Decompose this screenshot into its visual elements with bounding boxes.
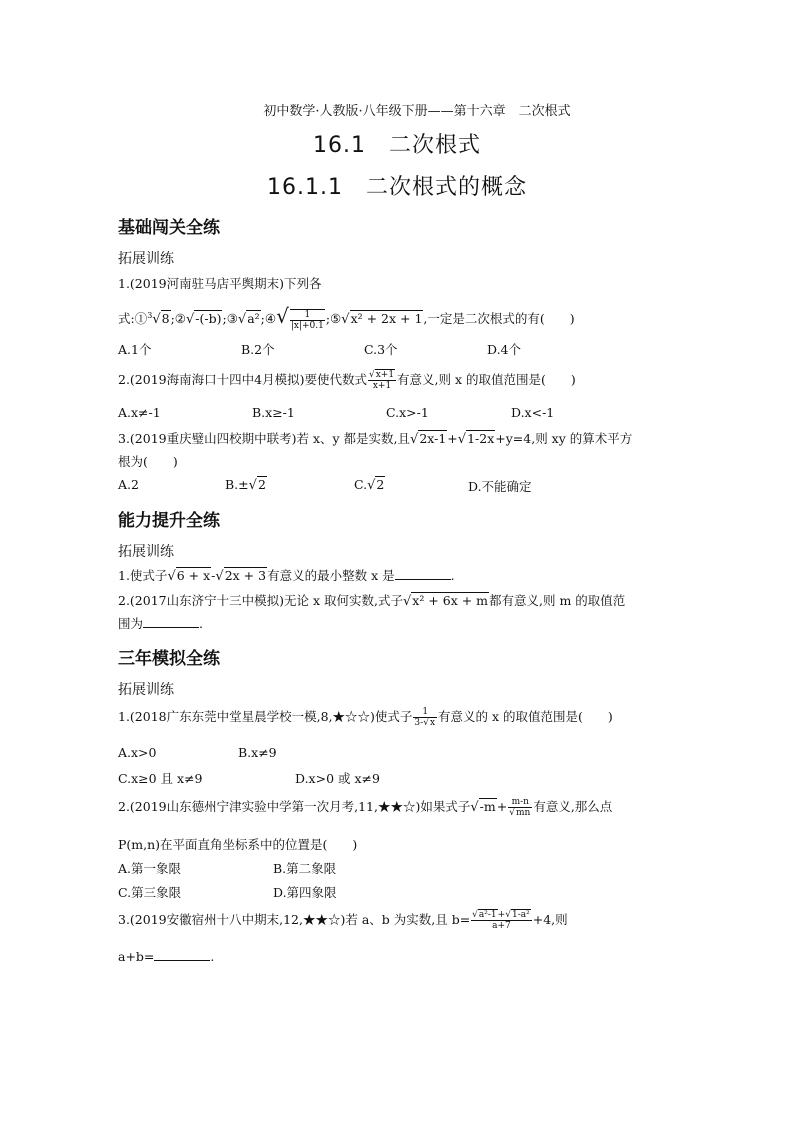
section-subheading-ability: 拓展训练 bbox=[118, 544, 174, 560]
q1-option-c: C.3个 bbox=[364, 342, 398, 357]
radical-icon: √ bbox=[237, 312, 247, 327]
t1-option-b: B.x≠9 bbox=[238, 745, 277, 760]
radical-icon: √ bbox=[410, 432, 419, 447]
radical-icon: √ bbox=[152, 312, 161, 327]
t2-post: 有意义,那么点 bbox=[533, 799, 613, 814]
t3-num-radicand-2: 1-a² bbox=[511, 910, 530, 920]
q1-prefix: 式:① bbox=[118, 311, 148, 326]
t2-option-c: C.第三象限 bbox=[118, 885, 182, 900]
q3-option-a: A.2 bbox=[118, 477, 139, 492]
q2-denominator: x+1 bbox=[372, 381, 392, 391]
t2-radicand: -m bbox=[479, 799, 496, 814]
q1-option-b: B.2个 bbox=[241, 342, 275, 357]
section-heading-basic: 基础闯关全练 bbox=[118, 218, 220, 238]
q2-numerator bbox=[368, 370, 396, 381]
p1-end: . bbox=[450, 568, 455, 583]
t3-line2: a+b= bbox=[118, 949, 155, 964]
t3-num-radicand-1: a²-1 bbox=[478, 910, 497, 920]
section-subheading-mock: 拓展训练 bbox=[118, 682, 174, 698]
t2-numerator: m-n bbox=[508, 797, 532, 808]
t2-option-d: D.第四象限 bbox=[273, 885, 337, 900]
q2-option-a: A.x≠-1 bbox=[118, 405, 161, 420]
question-3-line-1 bbox=[118, 429, 632, 447]
section-title: 16.1 二次根式 bbox=[313, 133, 481, 158]
q1-sep2: ;② bbox=[170, 311, 186, 326]
t1-option-d: D.x>0 或 x≠9 bbox=[295, 771, 380, 786]
radical-icon: √ bbox=[367, 478, 376, 493]
t3-end: . bbox=[210, 949, 215, 964]
p1-radicand-1: 6 + x bbox=[176, 568, 211, 583]
mock-question-2-line-1 bbox=[118, 797, 612, 818]
t2-denominator bbox=[508, 808, 532, 818]
q2-option-b: B.x≥-1 bbox=[252, 405, 295, 420]
t3-numerator bbox=[471, 910, 532, 921]
q2-option-c: C.x>-1 bbox=[386, 405, 429, 420]
radical-icon: √ bbox=[509, 808, 515, 818]
q1-sep3: ;③ bbox=[222, 311, 238, 326]
q2-pre: 2.(2019海南海口十四中4月模拟)要使代数式 bbox=[118, 372, 367, 387]
t3-num-plus: + bbox=[497, 910, 506, 920]
mock-question-1 bbox=[118, 707, 613, 728]
t2-option-a: A.第一象限 bbox=[118, 861, 182, 876]
q3-option-b-label: B.± bbox=[225, 477, 249, 492]
q1-option-a: A.1个 bbox=[118, 342, 152, 357]
t3-post: +4,则 bbox=[532, 912, 568, 927]
t2-pre: 2.(2019山东德州宁津实验中学第一次月考,11,★★☆)如果式子 bbox=[118, 799, 471, 814]
q3-pre: 3.(2019重庆璧山四校期中联考)若 x、y 都是实数,且 bbox=[118, 431, 411, 446]
q1-expr4-fraction bbox=[290, 309, 325, 331]
p2-radicand: x² + 6x + m bbox=[412, 593, 489, 608]
mock-question-2-line-2: P(m,n)在平面直角坐标系中的位置是( ) bbox=[118, 837, 358, 852]
section-subheading-basic: 拓展训练 bbox=[118, 251, 174, 267]
t1-option-c: C.x≥0 且 x≠9 bbox=[118, 771, 203, 786]
q1-expr1-index: 3 bbox=[147, 310, 153, 320]
q3-option-d: D.不能确定 bbox=[468, 479, 532, 494]
p1-pre: 1.使式子 bbox=[118, 568, 168, 583]
ability-question-1 bbox=[118, 566, 455, 584]
question-2 bbox=[118, 370, 576, 391]
radical-icon: √ bbox=[457, 432, 467, 447]
q3-option-c bbox=[354, 477, 385, 493]
t1-post: 有意义的 x 的取值范围是( ) bbox=[438, 709, 613, 724]
mock-question-3-line-2 bbox=[118, 949, 214, 964]
q3-option-b-radicand: 2 bbox=[257, 477, 266, 492]
radical-icon: √ bbox=[470, 800, 479, 815]
t2-plus: + bbox=[496, 799, 508, 814]
q3-radicand-2: 1-2x bbox=[467, 431, 495, 446]
t2-den-radicand: mn bbox=[515, 808, 531, 818]
question-3-line-2: 根为( ) bbox=[118, 454, 178, 469]
radical-icon: √ bbox=[368, 370, 375, 380]
t1-denominator bbox=[413, 718, 437, 728]
t1-option-a: A.x>0 bbox=[118, 745, 157, 760]
q3-plus: + bbox=[447, 431, 458, 446]
q1-sep5: ;⑤ bbox=[325, 311, 342, 326]
p1-minus: - bbox=[211, 568, 216, 583]
p2-end: . bbox=[199, 616, 203, 631]
p1-radicand-2: 2x + 3 bbox=[224, 568, 267, 583]
p1-answer-blank[interactable] bbox=[395, 569, 451, 580]
q3-post: +y=4,则 xy 的算术平方 bbox=[495, 431, 633, 446]
q1-expr3-radicand: a² bbox=[247, 311, 260, 326]
t1-den-radicand: x bbox=[429, 718, 436, 728]
section-heading-mock: 三年模拟全练 bbox=[118, 649, 220, 669]
radical-icon: √ bbox=[185, 312, 195, 327]
p2-pre: 2.(2017山东济宁十三中模拟)无论 x 取何实数,式子 bbox=[118, 593, 403, 608]
q1-expr4-numerator: 1 bbox=[290, 310, 325, 321]
ability-question-2-line-2 bbox=[118, 614, 203, 632]
q2-post: 有意义,则 x 的取值范围是( ) bbox=[397, 372, 576, 387]
radical-icon: √ bbox=[276, 304, 289, 328]
q3-radicand-1: 2x-1 bbox=[419, 431, 447, 446]
radical-icon: √ bbox=[472, 910, 478, 920]
radical-icon: √ bbox=[423, 718, 429, 728]
q2-fraction bbox=[368, 370, 396, 391]
t1-den-pre: 3- bbox=[414, 718, 424, 728]
p2-post: 都有意义,则 m 的取值范 bbox=[489, 593, 626, 608]
t3-fraction bbox=[471, 910, 532, 931]
q3-option-c-radicand: 2 bbox=[376, 477, 385, 492]
q2-num-radicand: x+1 bbox=[375, 370, 395, 380]
radical-icon: √ bbox=[215, 569, 224, 584]
q1-option-d: D.4个 bbox=[487, 342, 522, 357]
radical-icon: √ bbox=[402, 594, 412, 609]
q3-option-b bbox=[225, 477, 267, 493]
t1-pre: 1.(2018广东东莞中堂星晨学校一模,8,★☆☆)使式子 bbox=[118, 709, 413, 724]
radical-icon: √ bbox=[341, 312, 350, 327]
radical-icon: √ bbox=[505, 910, 511, 920]
t2-option-b: B.第二象限 bbox=[273, 861, 337, 876]
mock-question-3-line-1 bbox=[118, 910, 568, 931]
q1-expr4-denominator: |x|+0.1 bbox=[290, 320, 324, 331]
q1-suffix: ,一定是二次根式的有( ) bbox=[423, 311, 575, 326]
t3-denominator: a+7 bbox=[492, 921, 511, 931]
t1-numerator: 1 bbox=[413, 707, 437, 718]
t1-fraction bbox=[413, 707, 437, 728]
ability-question-2-line-1 bbox=[118, 591, 625, 609]
q1-expr2-radicand: -(-b) bbox=[195, 311, 222, 326]
radical-icon: √ bbox=[167, 569, 176, 584]
q1-sep4: ;④ bbox=[260, 311, 277, 326]
page-header: 初中数学·人教版·八年级下册——第十六章 二次根式 bbox=[263, 104, 571, 119]
t2-fraction bbox=[508, 797, 532, 818]
subsection-title: 16.1.1 二次根式的概念 bbox=[267, 175, 527, 200]
q1-expr1-radicand: 8 bbox=[161, 311, 170, 326]
radical-icon: √ bbox=[248, 478, 257, 493]
section-heading-ability: 能力提升全练 bbox=[118, 511, 220, 531]
p1-post: 有意义的最小整数 x 是 bbox=[267, 568, 395, 583]
p2-answer-blank[interactable] bbox=[143, 617, 199, 628]
p2-line2: 围为 bbox=[118, 616, 144, 631]
question-1-line-2 bbox=[118, 304, 575, 331]
t3-answer-blank[interactable] bbox=[154, 950, 210, 961]
question-1-line-1: 1.(2019河南驻马店平舆期末)下列各 bbox=[118, 276, 322, 291]
t3-pre: 3.(2019安徽宿州十八中期末,12,★★☆)若 a、b 为实数,且 b= bbox=[118, 912, 471, 927]
q2-option-d: D.x<-1 bbox=[511, 405, 555, 420]
q3-option-c-label: C. bbox=[354, 477, 368, 492]
q1-expr5-radicand: x² + 2x + 1 bbox=[350, 311, 423, 326]
